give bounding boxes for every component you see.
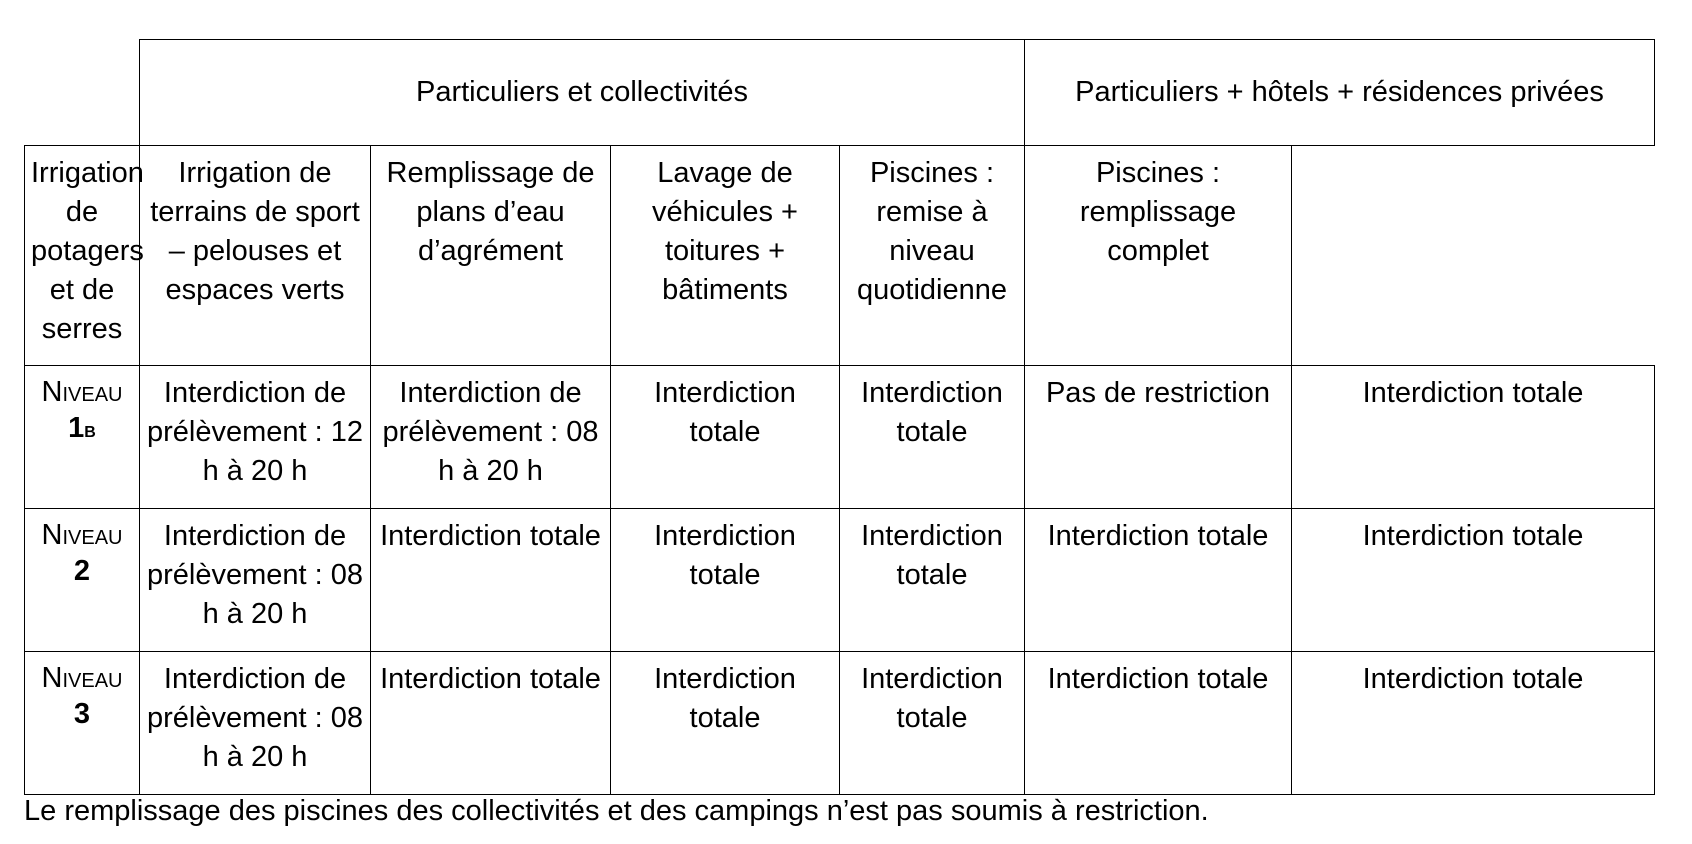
column-header: Irrigation de potagers et de serres: [25, 146, 140, 366]
table-cell: Interdiction totale: [611, 652, 840, 795]
table-cell: Interdiction de prélèvement : 12 h à 20 h: [140, 366, 371, 509]
level-header: [25, 366, 140, 509]
column-header-row: [25, 146, 1655, 366]
table-cell: Interdiction totale: [611, 366, 840, 509]
level-number: 2: [73, 555, 91, 587]
column-header: Irrigation de terrains de sport – pelouses et espaces verts: [140, 146, 371, 366]
table-cell: Interdiction totale: [1292, 652, 1655, 795]
table-row: [25, 509, 1655, 652]
footnote: Le remplissage des piscines des collectivités et des campings n’est pas soumis à restriction.: [24, 795, 1209, 827]
table-cell: Interdiction totale: [371, 509, 611, 652]
header-group-row: [25, 40, 1655, 146]
table-cell: Interdiction totale: [1025, 509, 1292, 652]
level-label: Niveau: [41, 519, 123, 551]
level-number: 1b: [68, 412, 96, 444]
column-header: Lavage de véhicules + toitures + bâtiments: [611, 146, 840, 366]
table-cell: Interdiction totale: [1292, 509, 1655, 652]
table-cell: Interdiction totale: [1292, 366, 1655, 509]
header-group-particuliers-collectivites: Particuliers et collectivités: [140, 40, 1025, 146]
table-cell: Interdiction de prélèvement : 08 h à 20 h: [140, 652, 371, 795]
table-cell: Pas de restriction: [1025, 366, 1292, 509]
column-header: Piscines : remise à niveau quotidienne: [840, 146, 1025, 366]
column-header: Remplissage de plans d’eau d’agrément: [371, 146, 611, 366]
table-cell: Interdiction totale: [840, 366, 1025, 509]
table-cell: Interdiction totale: [1025, 652, 1292, 795]
level-number: 3: [73, 698, 91, 730]
level-suffix: b: [84, 416, 96, 442]
table-cell: Interdiction totale: [840, 652, 1025, 795]
restrictions-table: [24, 39, 1655, 795]
table-cell: Interdiction de prélèvement : 08 h à 20 h: [371, 366, 611, 509]
column-header: Piscines : remplissage complet: [1025, 146, 1292, 366]
level-label: Niveau: [41, 376, 123, 408]
table-cell: Interdiction totale: [611, 509, 840, 652]
corner-cell: [25, 40, 140, 146]
level-header: [25, 652, 140, 795]
level-header: [25, 509, 140, 652]
header-group-particuliers-hotels: Particuliers + hôtels + résidences privées: [1025, 40, 1655, 146]
level-label: Niveau: [41, 662, 123, 694]
table-row: [25, 652, 1655, 795]
table-cell: Interdiction de prélèvement : 08 h à 20 h: [140, 509, 371, 652]
table-cell: Interdiction totale: [371, 652, 611, 795]
table-cell: Interdiction totale: [840, 509, 1025, 652]
table-row: [25, 366, 1655, 509]
